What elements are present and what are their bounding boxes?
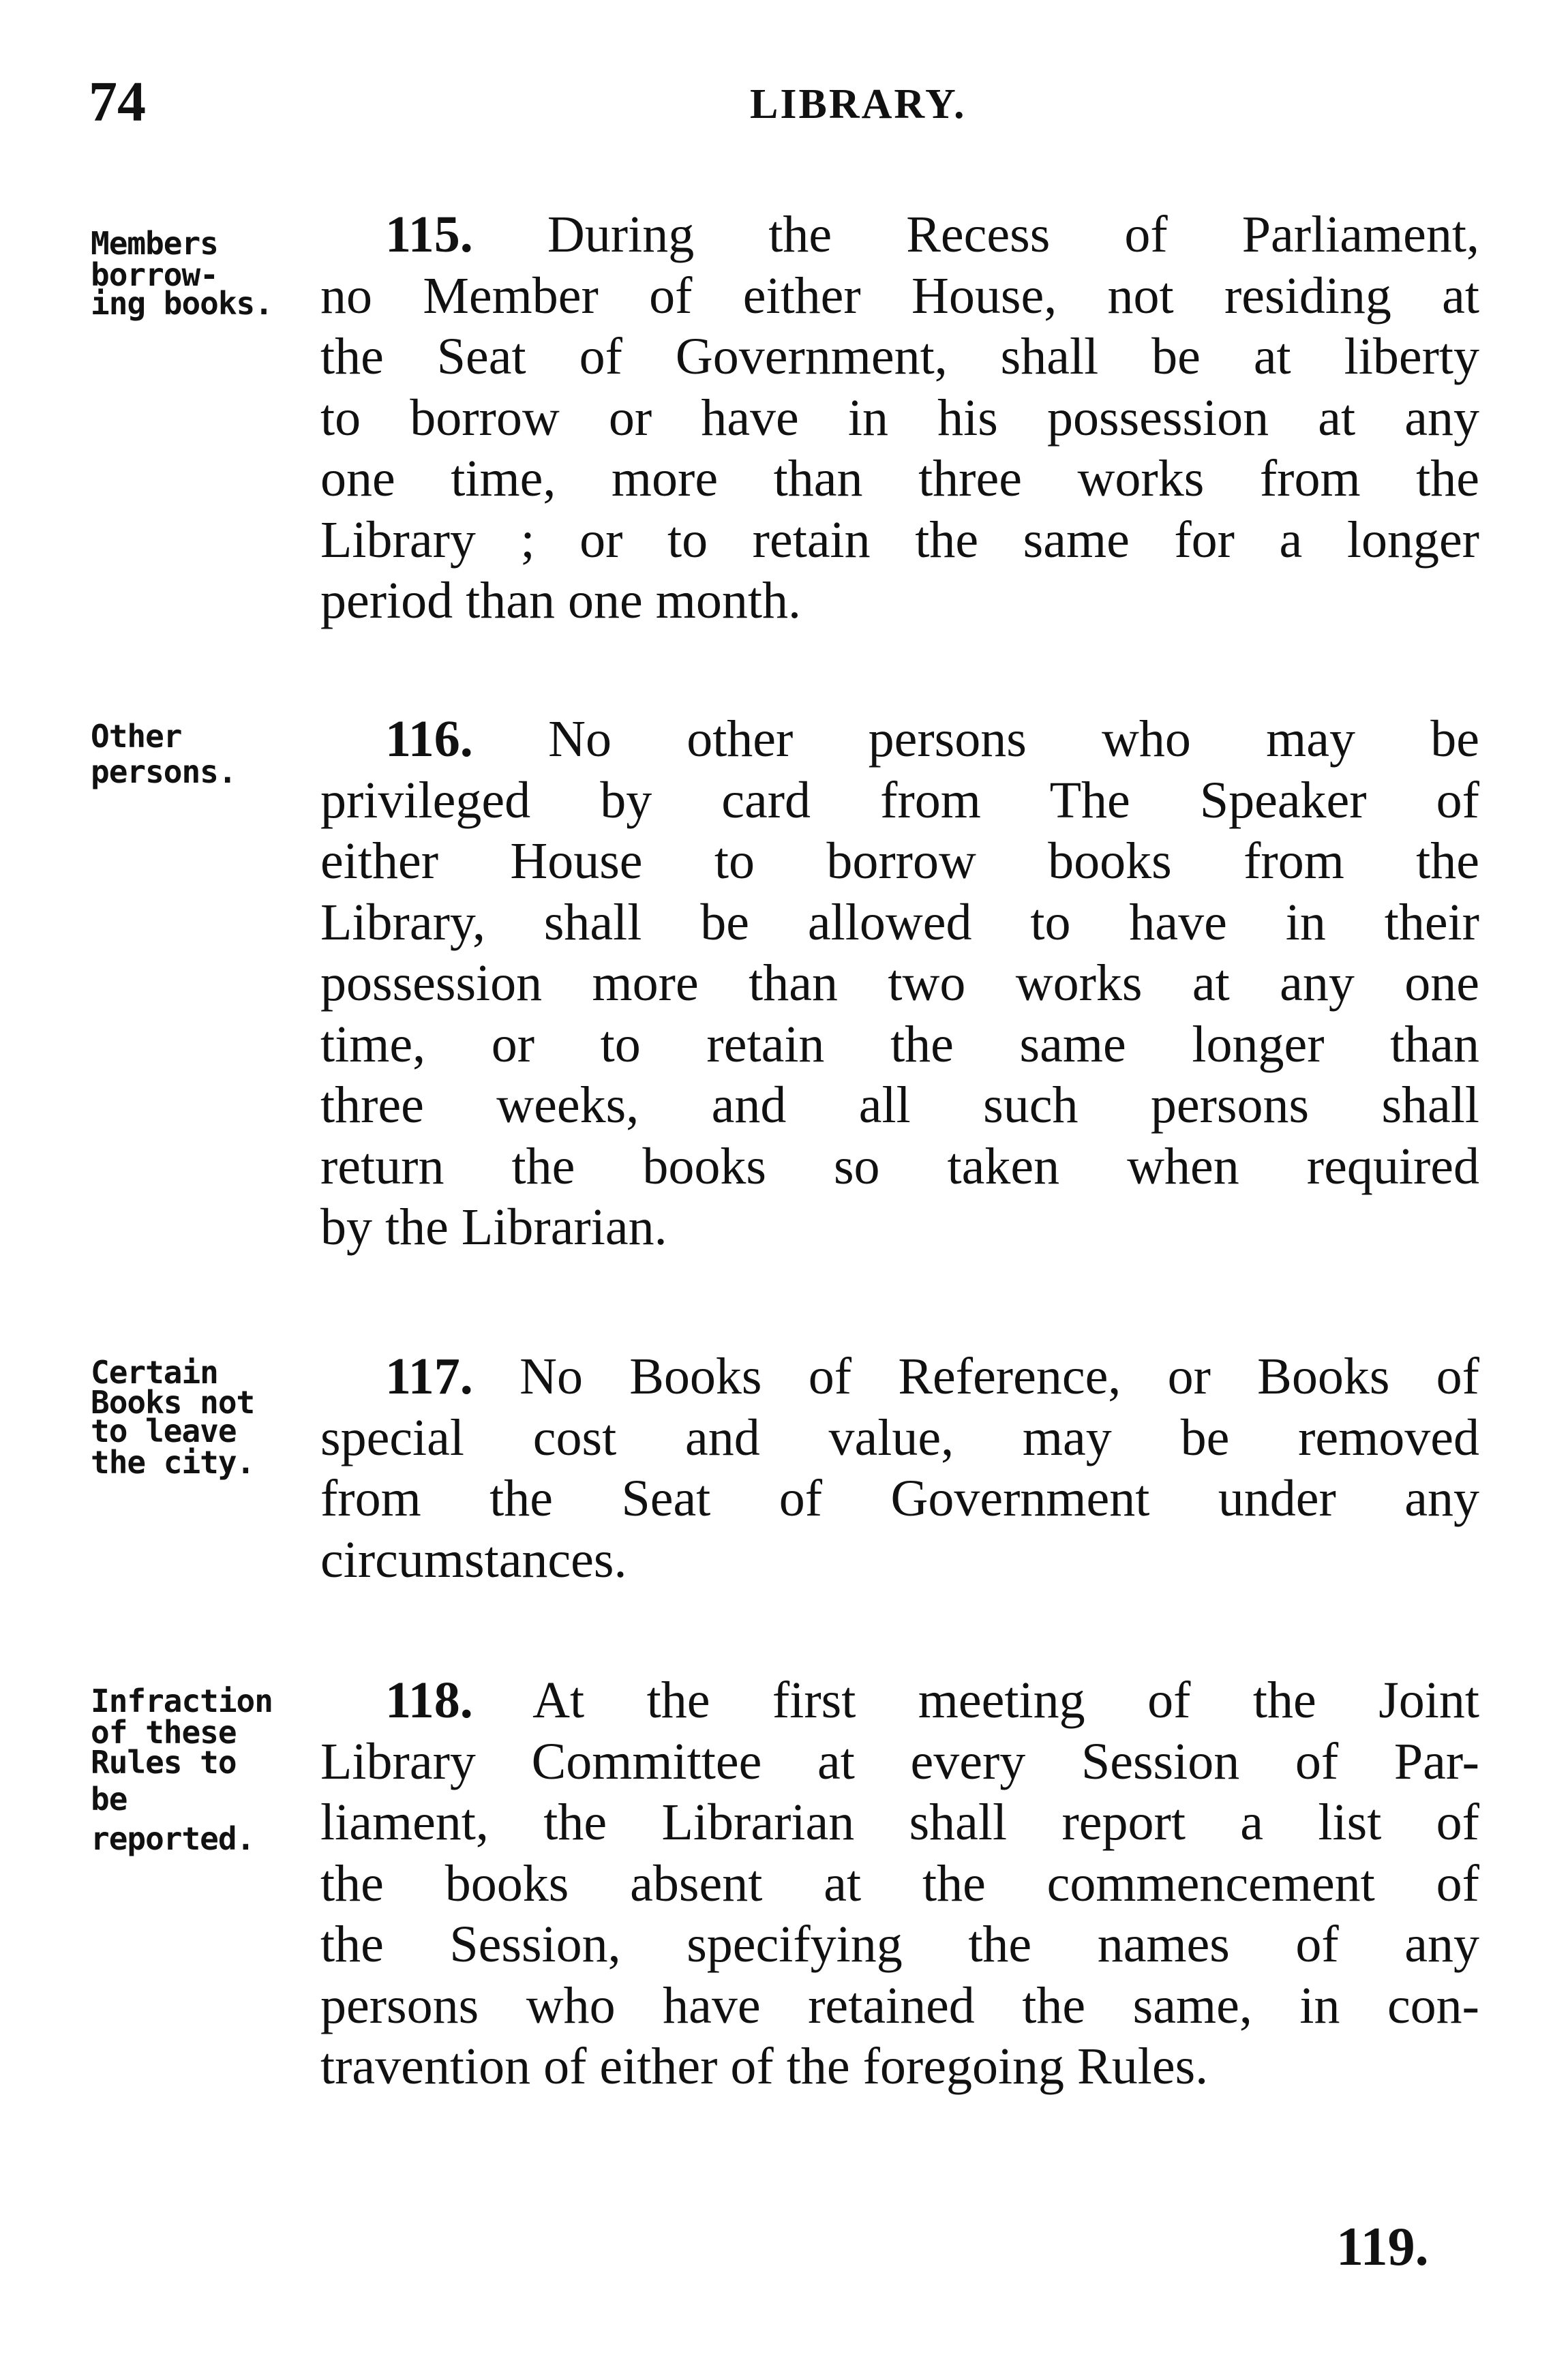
body-line: return the books so taken when required (320, 1137, 1479, 1195)
body-line (320, 1670, 1479, 1732)
margin-note-line: Certain (91, 1354, 218, 1391)
body-line (320, 205, 1479, 266)
body-line-text: No other persons who may be (548, 710, 1479, 768)
body-line: the books absent at the commencement of (320, 1854, 1479, 1912)
margin-note-line: borrow- (91, 256, 218, 293)
margin-note-line: of these (91, 1714, 237, 1751)
signature-mark: 119. (1336, 2217, 1429, 2277)
body-line (320, 709, 1479, 770)
margin-note-line: Rules to (91, 1744, 237, 1781)
body-line: circumstances. (320, 1531, 627, 1588)
body-line: three weeks, and all such persons shall (320, 1076, 1479, 1134)
section-number: 115. (385, 206, 473, 263)
page-number: 74 (89, 70, 146, 134)
body-line: possession more than two works at any one (320, 954, 1479, 1012)
body-line: liament, the Librarian shall report a list of (320, 1794, 1479, 1851)
body-line: period than one month. (320, 572, 801, 629)
margin-note-line: persons. (91, 753, 237, 790)
body-line (320, 1346, 1479, 1408)
body-line: Library, shall be allowed to have in their (320, 893, 1479, 951)
margin-note-line: reported. (91, 1820, 255, 1857)
body-line-text: At the first meeting of the Joint (532, 1672, 1480, 1729)
margin-note-line: ing books. (91, 285, 273, 322)
section-body (320, 1670, 1479, 2098)
body-line: persons who have retained the same, in con- (320, 1976, 1479, 2034)
body-line: one time, more than three works from the (320, 450, 1479, 507)
body-line: from the Seat of Government under any (320, 1470, 1479, 1527)
body-line: the Seat of Government, shall be at liberty (320, 328, 1479, 385)
body-line: either House to borrow books from the (320, 832, 1479, 890)
running-title: LIBRARY. (750, 81, 967, 127)
body-line: to borrow or have in his possession at any (320, 389, 1479, 447)
section-number: 116. (385, 710, 473, 768)
margin-note-line: Infraction (91, 1683, 273, 1719)
section-number: 118. (385, 1672, 473, 1729)
margin-note (91, 1355, 316, 1479)
margin-note (91, 1684, 316, 1856)
section-body (320, 709, 1479, 1259)
section-number: 117. (385, 1348, 473, 1405)
body-line: by the Librarian. (320, 1199, 667, 1256)
body-line: no Member of either House, not residing at (320, 267, 1479, 325)
margin-note-line: Other (91, 718, 182, 755)
margin-note (91, 226, 316, 320)
body-line: privileged by card from The Speaker of (320, 771, 1479, 829)
margin-note-line: the city. (91, 1444, 255, 1481)
margin-note-line: Books not (91, 1384, 255, 1421)
body-line: special cost and value, may be removed (320, 1409, 1479, 1466)
margin-note-line: to leave (91, 1413, 237, 1449)
section-body (320, 1346, 1479, 1591)
body-line: travention of either of the foregoing Rules. (320, 2038, 1209, 2095)
body-line-text: No Books of Reference, or Books of (519, 1348, 1479, 1405)
body-line-text: During the Recess of Parliament, (547, 206, 1479, 263)
margin-note (91, 719, 316, 789)
body-line: Library ; or to retain the same for a longer (320, 511, 1479, 569)
margin-note-line: be (91, 1781, 127, 1818)
body-line: Library Committee at every Session of Par- (320, 1732, 1479, 1790)
section-body (320, 205, 1479, 632)
body-line: time, or to retain the same longer than (320, 1015, 1479, 1073)
body-line: the Session, specifying the names of any (320, 1916, 1479, 1973)
margin-note-line: Members (91, 225, 218, 262)
